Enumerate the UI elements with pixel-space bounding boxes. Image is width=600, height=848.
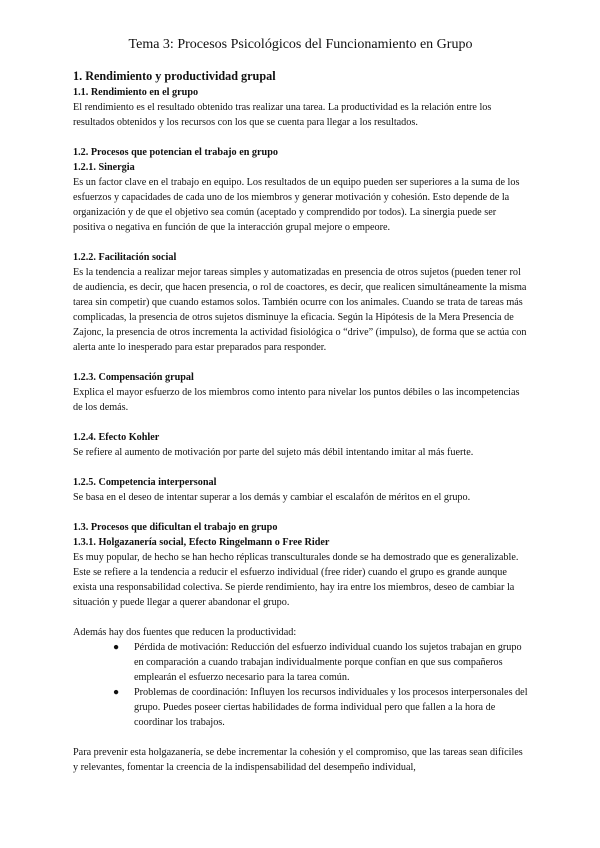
subsection-heading-1-2: 1.2. Procesos que potencian el trabajo en grupo <box>73 147 278 158</box>
spacer <box>73 235 528 250</box>
subsection-heading-1-2-2: 1.2.2. Facilitación social <box>73 252 177 263</box>
list-item <box>113 640 528 685</box>
subsection-heading-1-2-5: 1.2.5. Competencia interpersonal <box>73 477 217 488</box>
list-item-text: Pérdida de motivación: Reducción del esfuerzo individual cuando los sujetos trabajan en grupo en comparación a cuando trabajan individualmente porque confían en que sus compañeros emplearán el esfuerzo necesario para la tarea común. <box>134 642 522 683</box>
paragraph-1-2-5: Se basa en el deseo de intentar superar a los demás y cambiar el escalafón de méritos en el grupo. <box>73 492 471 503</box>
spacer <box>73 460 528 475</box>
document-title: Tema 3: Procesos Psicológicos del Funcionamiento en Grupo <box>128 37 473 52</box>
paragraph-1-3-1: Es muy popular, de hecho se han hecho réplicas transculturales donde se ha demostrado que es generalizable. Este se refiere a la tendencia a reducir el esfuerzo individual (free rider) cuando el grupo es grande aunque exista una responsabilidad colectiva. Se pierde rendimiento, hay ira entre los miembros, deseo de cambiar la situación y puede llegar a querer abandonar el grupo. <box>73 552 519 608</box>
spacer <box>73 730 528 745</box>
bullet-icon: ● <box>113 642 120 653</box>
paragraph-1-2-4: Se refiere al aumento de motivación por parte del sujeto más débil intentando imitar al más fuerte. <box>73 447 474 458</box>
subsection-heading-1-2-3: 1.2.3. Compensación grupal <box>73 372 194 383</box>
section-heading-1: 1. Rendimiento y productividad grupal <box>73 69 276 83</box>
paragraph-1-2-3: Explica el mayor esfuerzo de los miembros como intento para nivelar los puntos débiles o las incompetencias de los demás. <box>73 387 520 413</box>
paragraph-1-1: El rendimiento es el resultado obtenido tras realizar una tarea. La productividad es la relación entre los resultados obtenidos y los recursos con los que se cuenta para llegar a los resultados. <box>73 102 492 128</box>
spacer <box>73 610 528 625</box>
list-item-text: Problemas de coordinación: Influyen los recursos individuales y los procesos interpersonales del grupo. Puedes poseer ciertas habilidades de forma individual pero que fallen a la hora de coordinar los trabajos. <box>134 687 528 728</box>
bullet-list <box>73 640 528 730</box>
subsection-heading-1-1: 1.1. Rendimiento en el grupo <box>73 87 199 98</box>
spacer <box>73 415 528 430</box>
spacer <box>73 130 528 145</box>
subsection-heading-1-3-1: 1.3.1. Holgazanería social, Efecto Ringelmann o Free Rider <box>73 537 330 548</box>
closing-paragraph: Para prevenir esta holgazanería, se debe incrementar la cohesión y el compromiso, que las tareas sean difíciles y relevantes, fomentar la creencia de la indispensabilidad del desempeño individual, <box>73 747 523 773</box>
sources-intro: Además hay dos fuentes que reducen la productividad: <box>73 627 297 638</box>
document-page <box>73 36 528 775</box>
subsection-heading-1-3: 1.3. Procesos que dificultan el trabajo en grupo <box>73 522 278 533</box>
paragraph-1-2-2: Es la tendencia a realizar mejor tareas simples y automatizadas en presencia de otros sujetos (pueden tener rol de audiencia, es decir, que hacen presencia, o rol de coactores, es decir, que realicen simultáneamente la misma tarea sin competir) que cuando estamos solos. También ocurre con los animales. Cuando se trata de tareas más complicadas, la presencia de otros sujetos disminuye la eficacia. Según la Hipótesis de la Mera Presencia de Zajonc, la presencia de otros incrementa la actividad fisiológica o “drive” (impulso), de forma que se actúa con alerta ante lo inesperado para estar preparados para responder. <box>73 267 527 353</box>
subsection-heading-1-2-1: 1.2.1. Sinergia <box>73 162 135 173</box>
bullet-icon: ● <box>113 687 120 698</box>
list-item <box>113 685 528 730</box>
subsection-heading-1-2-4: 1.2.4. Efecto Kohler <box>73 432 160 443</box>
spacer <box>73 355 528 370</box>
spacer <box>73 505 528 520</box>
paragraph-1-2-1: Es un factor clave en el trabajo en equipo. Los resultados de un equipo pueden ser superiores a la suma de los esfuerzos y capacidades de cada uno de los miembros y generar motivación y cohesión. Esto depende de la organización y de que el objetivo sea común (aceptado y comprendido por todos). La sinergia puede ser positiva o negativa en función de que la interacción grupal mejore o empeore. <box>73 177 520 233</box>
